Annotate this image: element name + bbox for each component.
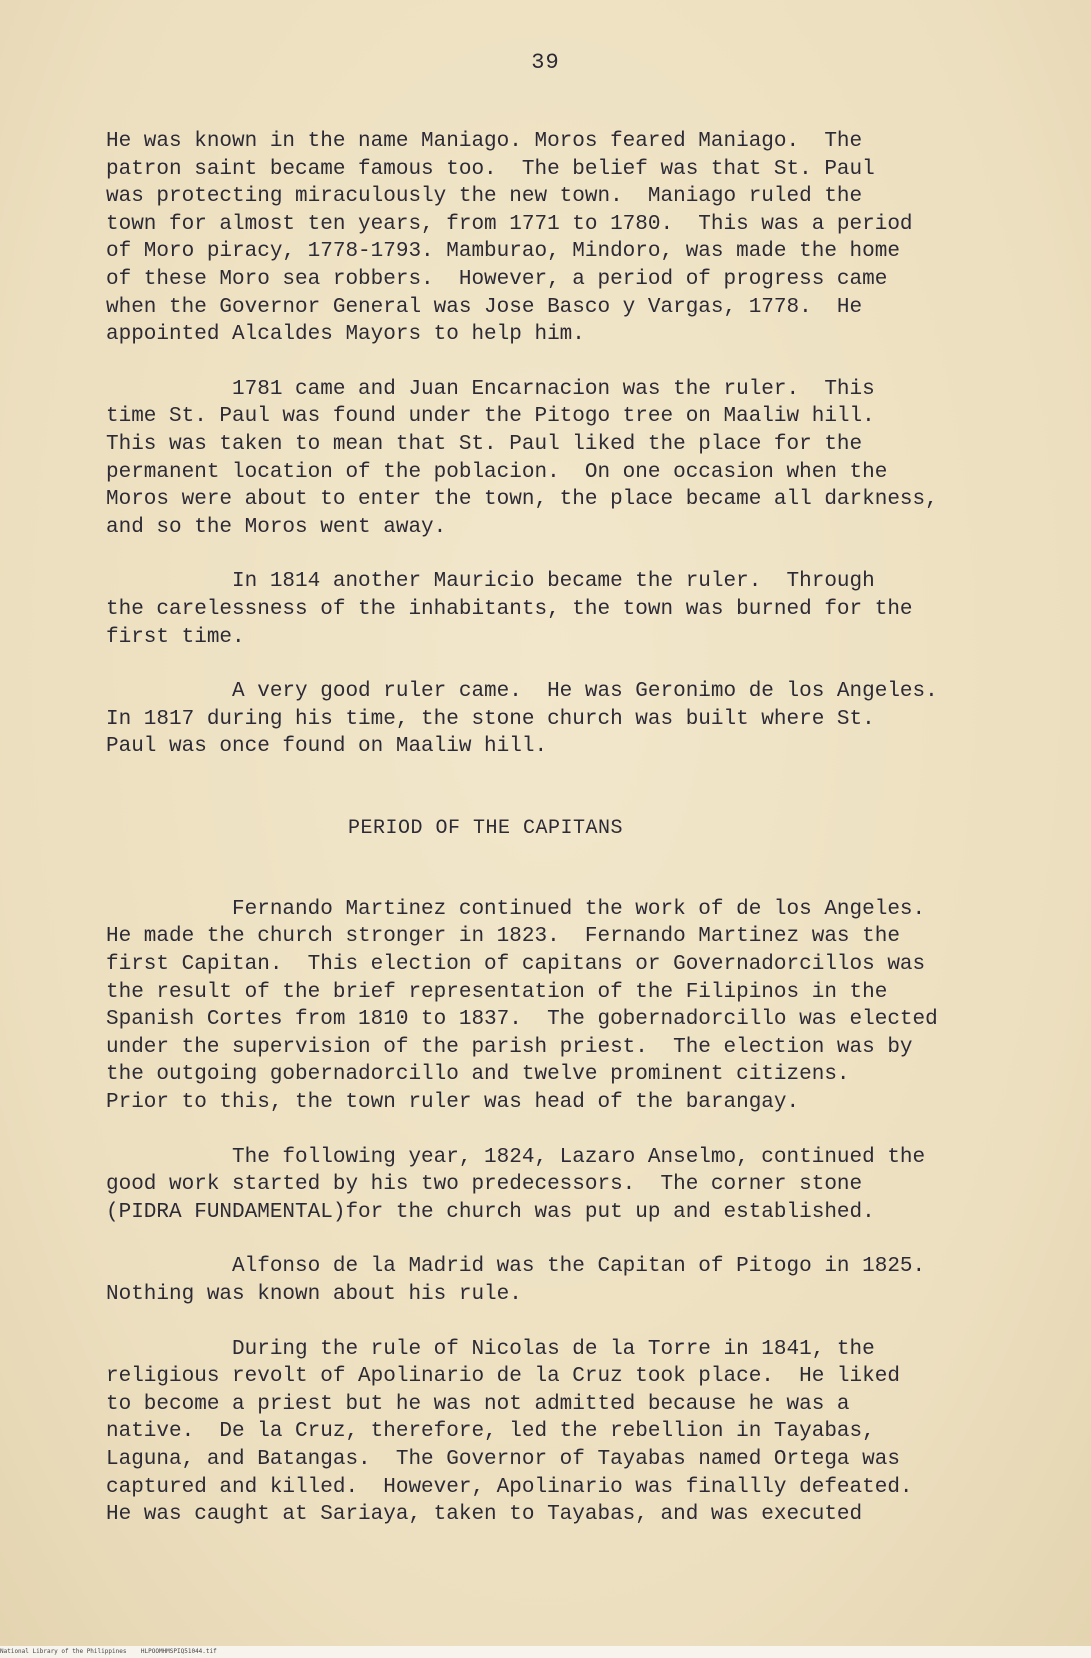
paragraph-1814: In 1814 another Mauricio became the ruler. Through the carelessness of the inhabitants, the town was burned for the first time. xyxy=(106,570,913,649)
page-number: 39 xyxy=(531,50,560,75)
section-heading: PERIOD OF THE CAPITANS xyxy=(348,816,624,840)
paragraph-1781: 1781 came and Juan Encarnacion was the ruler. This time St. Paul was found under the Pitogo tree on Maaliw hill. This was taken to mean that St. Paul liked the place for the permanent location of the poblacion. On one occasion when the Moros were about to enter the town, the place became all darkness, and so the Moros went away. xyxy=(106,377,938,539)
scan-footer-caption: National Library of the Philippines HLPOOMHMSPIQ51044.tif xyxy=(0,1648,217,1655)
paragraph-alfonso-de-la-madrid: Alfonso de la Madrid was the Capitan of Pitogo in 1825. Nothing was known about his rule. xyxy=(106,1255,926,1306)
paragraph-1817: A very good ruler came. He was Geronimo de los Angeles. In 1817 during his time, the stone church was built where St. Paul was once found on Maaliw hill. xyxy=(106,680,938,759)
paragraph-maniago: He was known in the name Maniago. Moros feared Maniago. The patron saint became famous too. The belief was that St. Paul was protecting miraculously the new town. Maniago ruled the town for almost ten years, from 1771 to 1780. This was a period of Moro piracy, 1778-1793. Mamburao, Mindoro, was made the home of these Moro sea robbers. However, a period of progress came when the Governor General was Jose Basco y Vargas, 1778. He appointed Alcaldes Mayors to help him. xyxy=(106,130,913,347)
paragraph-nicolas-de-la-torre: During the rule of Nicolas de la Torre in 1841, the religious revolt of Apolinario de la Cruz took place. He liked to become a priest but he was not admitted because he was a native. De la Cruz, therefore, led the rebellion in Tayabas, Laguna, and Batangas. The Governor of Tayabas named Ortega was captured and killed. However, Apolinario was finallly defeated. He was caught at Sariaya, taken to Tayabas, and was executed xyxy=(106,1337,913,1527)
paragraph-lazaro-anselmo: The following year, 1824, Lazaro Anselmo, continued the good work started by his two predecessors. The corner stone (PIDRA FUNDAMENTAL)for the church was put up and established. xyxy=(106,1145,926,1224)
paragraph-fernando-martinez: Fernando Martinez continued the work of de los Angeles. He made the church stronger in 1823. Fernando Martinez was the first Capitan. This election of capitans or Governadorcillos was the result of the brief representation of the Filipinos in the Spanish Cortes from 1810 to 1837. The gobernadorcillo was elected under the supervision of the parish priest. The election was by the outgoing gobernadorcillo and twelve prominent citizens. Prior to this, the town ruler was head of the barangay. xyxy=(106,897,938,1115)
document-body xyxy=(106,128,1006,1529)
